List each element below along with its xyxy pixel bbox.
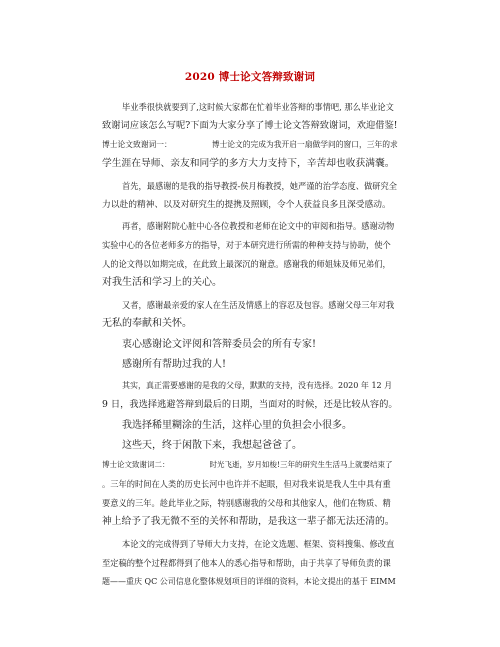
- paragraph-line: 本论文的完成得到了导师大力支持，在论文选题、框架、资料搜集、修改直: [122, 539, 395, 549]
- paragraph-line: 毕业季很快就要到了,这时候大家都在忙着毕业答辩的事情吧, 那么毕业论文: [122, 102, 394, 112]
- paragraph-line: 致谢词应该怎么写呢?下面为大家分享了博士论文答辩致谢词，欢迎借鉴!: [102, 120, 398, 131]
- section-heading: 博士论文致谢词二：: [102, 460, 170, 469]
- paragraph-line: 学生涯在导师、亲友和同学的多方大力支持下，辛苦却也收获满囊。: [102, 158, 395, 169]
- paragraph-line: 又者，感谢最亲爱的家人在生活及情感上的容忍及包容。感谢父母三年对我: [122, 300, 395, 310]
- paragraph-line: 我选择稀里糊涂的生活，这样心里的负担会小很多。: [122, 420, 352, 431]
- paragraph-line: 题——重庆 QC 公司信息化整体规划项目的详细的资料，本论文提出的基于 EIMM: [102, 577, 396, 586]
- paragraph-line: 无私的奉献和关怀。: [102, 318, 192, 329]
- paragraph-line: 至定稿的整个过程都得到了他本人的悉心指导和帮助，由于共享了导师负责的课: [102, 558, 391, 568]
- paragraph-line: 。三年的时间在人类的历史长河中也许并不起眼，但对我来说是我人生中具有重: [102, 479, 391, 489]
- paragraph-line: 首先，最感谢的是我的指导教授-侯月梅教授，她严谨的治学态度、做研究全: [122, 181, 398, 191]
- section-heading-line: [102, 459, 393, 471]
- paragraph-line: 力以赴的精神、以及对研究生的提携及照顾，令个人获益良多且深受感动。: [102, 200, 391, 210]
- paragraph-line: 对我生活和学习上的关心。: [102, 277, 222, 288]
- paragraph-line: 其实，真正需要感谢的是我的父母，默默的支持，没有选择。2020 年 12 月: [122, 381, 393, 390]
- paragraph-line: 这些天，终于闲散下来，我想起爸爸了。: [122, 440, 302, 451]
- paragraph-line: 人的论文得以如期完成，在此致上最深沉的谢意。感谢我的师姐妹及师兄弟们，: [102, 259, 391, 269]
- paragraph-line: 实验中心的各位老师多方的指导，对于本研究进行所需的种种支持与协助，使个: [102, 240, 391, 250]
- paragraph-line: 衷心感谢论文评阅和答辩委员会的所有专家!: [122, 339, 317, 350]
- section-heading-line: [102, 139, 398, 151]
- paragraph-line: 要意义的三年。趁此毕业之际，特别感谢我的父母和其他家人，他们在物质、精: [102, 498, 391, 508]
- paragraph-line: 再者，感谢附院心脏中心各位教授和老师在论文中的审阅和指导。感谢动物: [122, 221, 395, 231]
- paragraph-line: 感谢所有帮助过我的人!: [122, 359, 227, 370]
- paragraph-text: 博士论文的完成为我开启一扇做学问的窗口，三年的求: [211, 140, 398, 149]
- paragraph-line: 神上给予了我无微不至的关怀和帮助，是我这一辈子都无法还清的。: [102, 516, 395, 527]
- paragraph-text: 时光飞逝，岁月如梭!三年的研究生生活马上就要结束了: [209, 460, 393, 469]
- document-title: 2020 博士论文答辩致谢词: [184, 71, 316, 83]
- section-heading: 博士论文致谢词一：: [102, 140, 172, 149]
- paragraph-line: 9 日，我选择逃避答辩到最后的日期，当面对的时候，还是比较从容的。: [102, 399, 398, 410]
